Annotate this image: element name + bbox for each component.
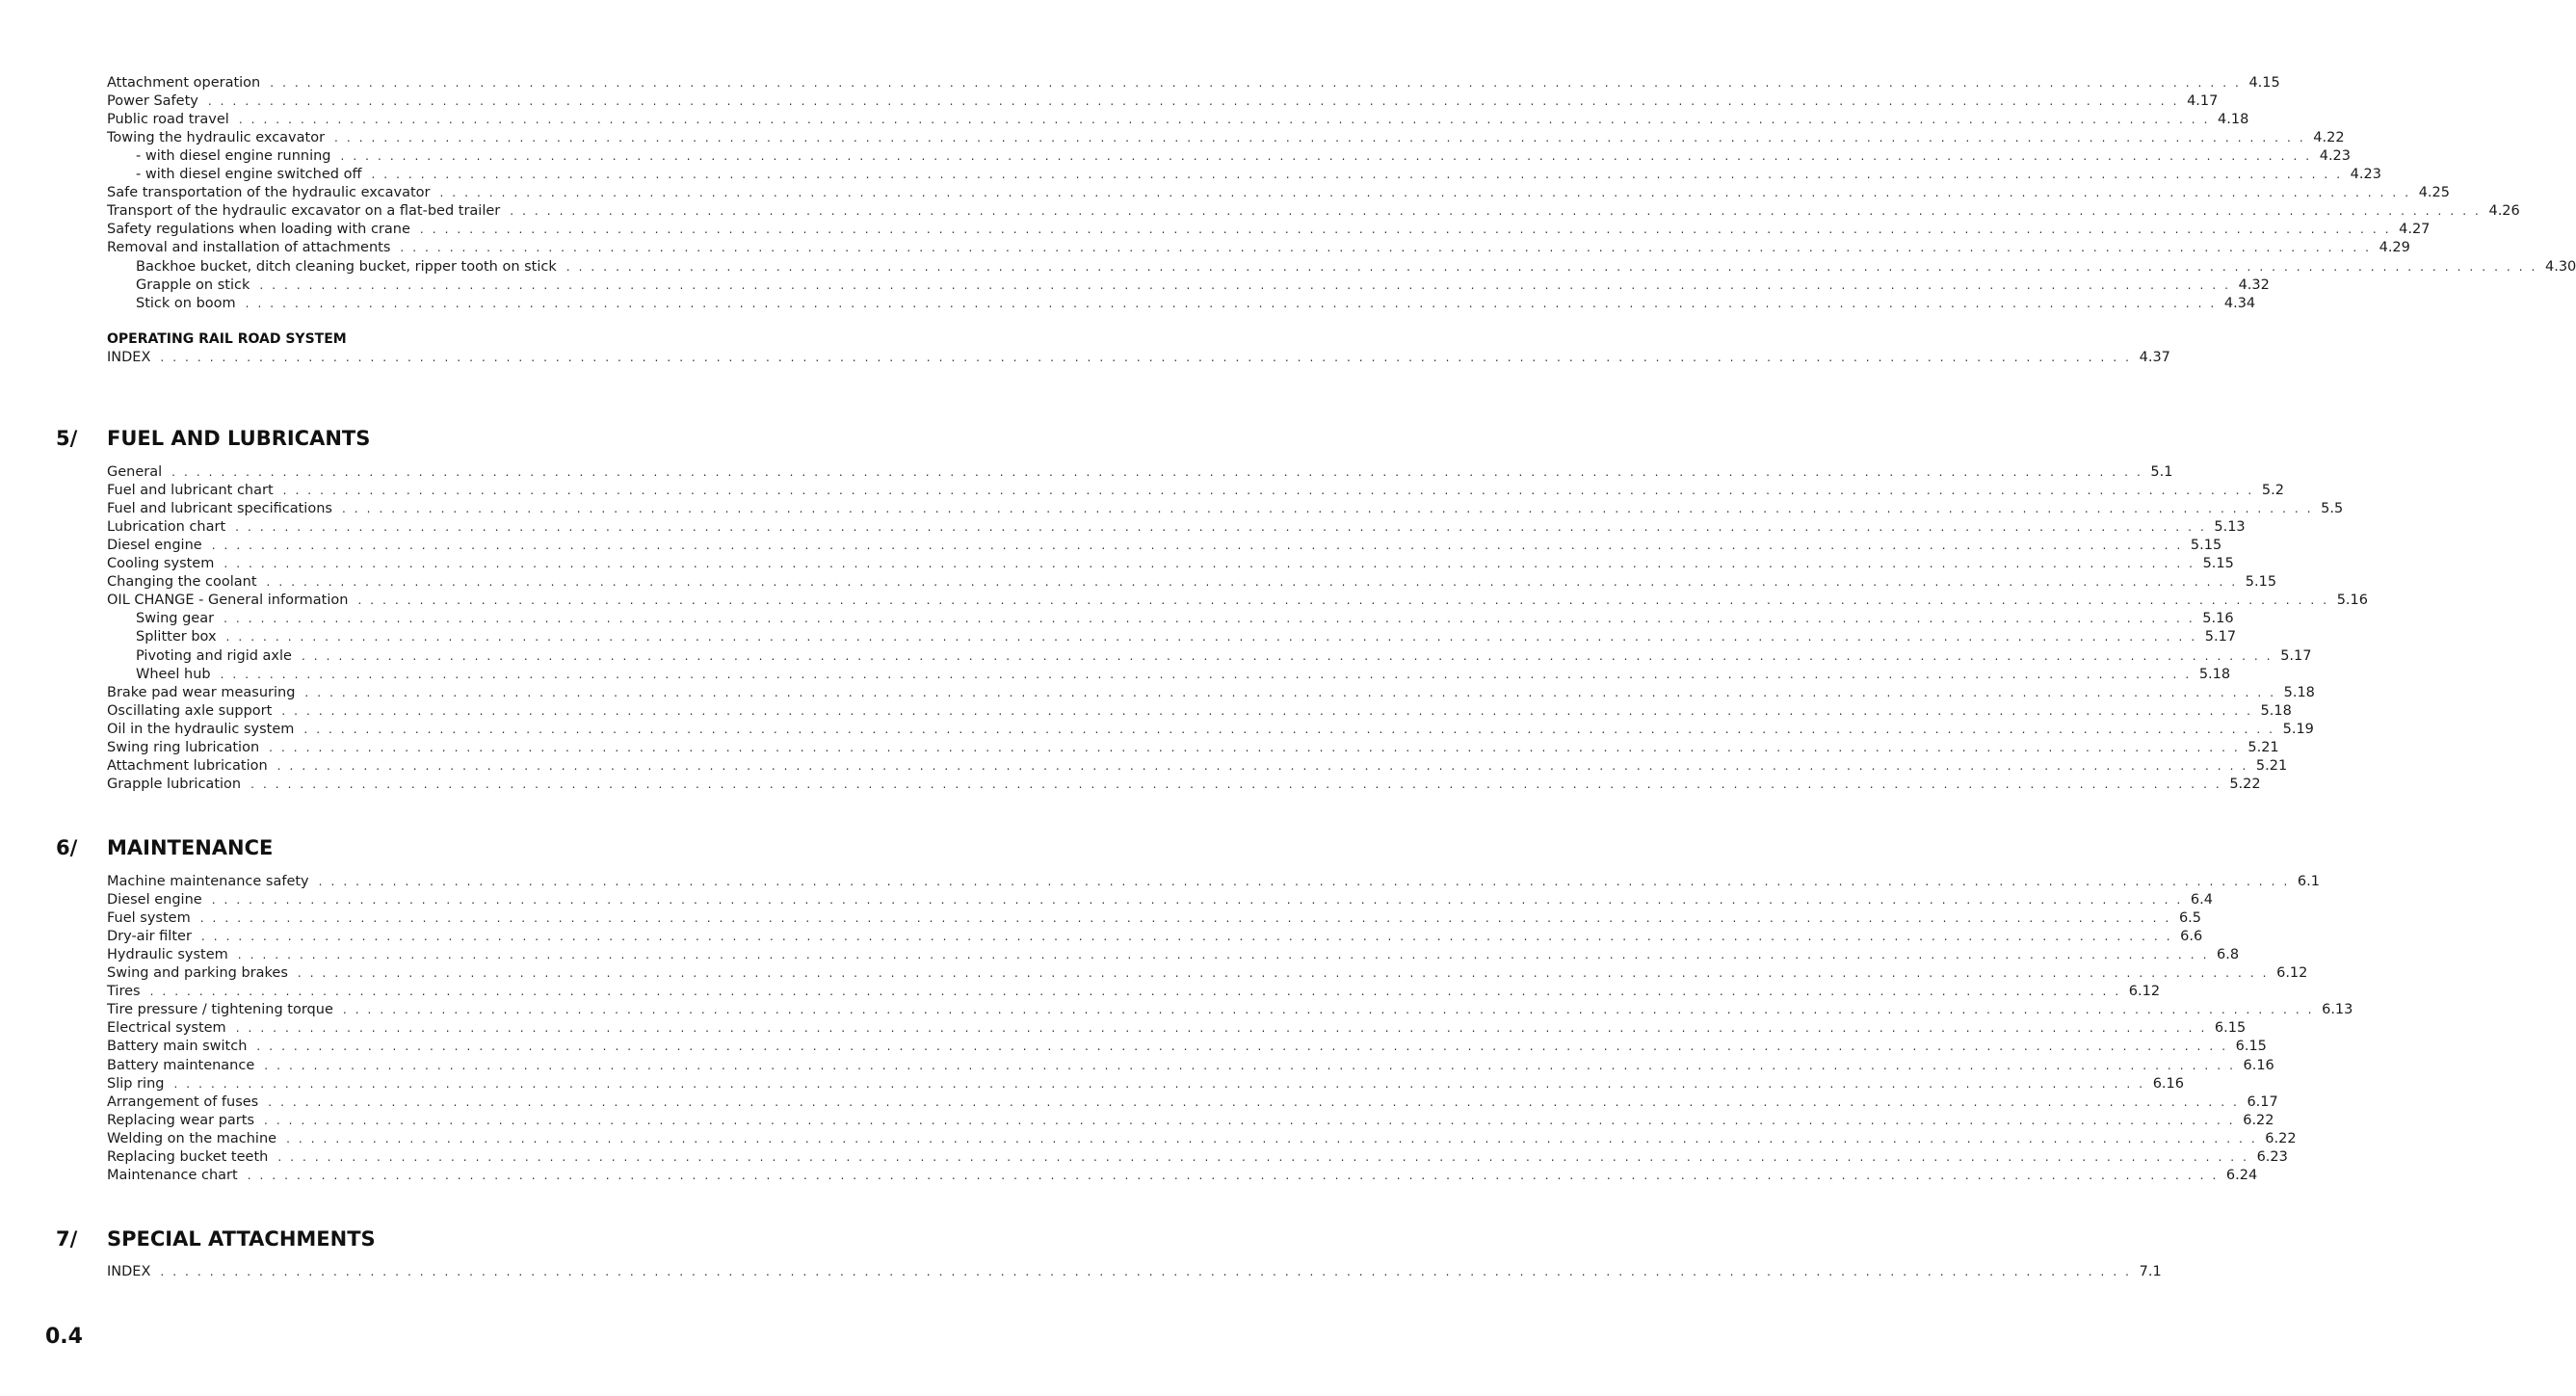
- toc-entry[interactable]: [107, 739, 2279, 757]
- toc-entry[interactable]: [107, 184, 2450, 202]
- toc-entry-label: OIL CHANGE - General information: [107, 593, 349, 609]
- dot-leader: . . . . . . . . . . . . . . . . . . . . . . . . . . . . . . . . . . . . . . . . . . . . . . . . . . . . . . . . . . . . . . . . . . . . . . . . . . . . . . . . . . . . . . . . . . . . . . . . . . . . . . . . . . . . . . . . . . . . . . . . . . . . . . . . . . . . . . . . . . . . . . . . . . . . . . . . . . . . . . . .: [264, 1113, 2236, 1127]
- toc-entry-label: Transport of the hydraulic excavator on a flat-bed trailer: [107, 203, 501, 220]
- toc-entry[interactable]: [107, 221, 2431, 239]
- dot-leader: . . . . . . . . . . . . . . . . . . . . . . . . . . . . . . . . . . . . . . . . . . . . . . . . . . . . . . . . . . . . . . . . . . . . . . . . . . . . . . . . . . . . . . . . . . . . . . . . . . . . . . . . . . . . . . . . . . . . . . . . . . . . . . . . . . . . . . . . . . . . . . . . . . . . . . . . . . . . . . . .: [223, 557, 2195, 571]
- toc-entry[interactable]: [107, 647, 2312, 666]
- toc-entry-label: Tire pressure / tightening torque: [107, 1002, 333, 1018]
- dot-leader: . . . . . . . . . . . . . . . . . . . . . . . . . . . . . . . . . . . . . . . . . . . . . . . . . . . . . . . . . . . . . . . . . . . . . . . . . . . . . . . . . . . . . . . . . . . . . . . . . . . . . . . . . . . . . . . . . . . . . . . . . . . . . . . . . . . . . . . . . . . . . . . . . . . . . . . . . . . . . . . .: [259, 277, 2231, 292]
- dot-leader: . . . . . . . . . . . . . . . . . . . . . . . . . . . . . . . . . . . . . . . . . . . . . . . . . . . . . . . . . . . . . . . . . . . . . . . . . . . . . . . . . . . . . . . . . . . . . . . . . . . . . . . . . . . . . . . . . . . . . . . . . . . . . . . . . . . . . . . . . . . . . . . . . . . . . . . . . . . . . . . .: [565, 259, 2537, 274]
- toc-entry-page: 6.1: [2297, 874, 2320, 889]
- toc-entry[interactable]: [107, 500, 2344, 518]
- toc-entry[interactable]: [107, 592, 2368, 610]
- toc-entry[interactable]: [107, 166, 2381, 184]
- toc-entry-page: 4.15: [2248, 75, 2280, 91]
- toc-entry[interactable]: [107, 1112, 2274, 1130]
- toc-entry-page: 4.23: [2350, 167, 2381, 183]
- toc-entry[interactable]: [107, 349, 2170, 367]
- toc-entry-label: INDEX: [107, 350, 151, 365]
- toc-entry-label: Stick on boom: [136, 295, 236, 311]
- toc-entry-label: Fuel and lubricant specifications: [107, 501, 332, 517]
- section-title: MAINTENANCE: [107, 836, 274, 859]
- toc-entry[interactable]: [107, 946, 2240, 964]
- toc-entry[interactable]: [107, 1038, 2267, 1056]
- dot-leader: . . . . . . . . . . . . . . . . . . . . . . . . . . . . . . . . . . . . . . . . . . . . . . . . . . . . . . . . . . . . . . . . . . . . . . . . . . . . . . . . . . . . . . . . . . . . . . . . . . . . . . . . . . . . . . . . . . . . . . . . . . . . . . . . . . . . . . . . . . . . . . . . . . . . . . . . . . . . . . . .: [282, 484, 2254, 498]
- toc-entry-page: 6.15: [2235, 1039, 2267, 1055]
- toc-entry-page: 6.4: [2190, 892, 2213, 909]
- toc-entry[interactable]: [107, 776, 2261, 794]
- dot-leader: . . . . . . . . . . . . . . . . . . . . . . . . . . . . . . . . . . . . . . . . . . . . . . . . . . . . . . . . . . . . . . . . . . . . . . . . . . . . . . . . . . . . . . . . . . . . . . . . . . . . . . . . . . . . . . . . . . . . . . . . . . . . . . . . . . . . . . . . . . . . . . . . . . . . . . . . . . . . . . . .: [301, 648, 2274, 663]
- toc-entry[interactable]: [107, 277, 2270, 295]
- dot-leader: . . . . . . . . . . . . . . . . . . . . . . . . . . . . . . . . . . . . . . . . . . . . . . . . . . . . . . . . . . . . . . . . . . . . . . . . . . . . . . . . . . . . . . . . . . . . . . . . . . . . . . . . . . . . . . . . . . . . . . . . . . . . . . . . . . . . . . . . . . . . . . . . . . . . . . . . . . . . . . . .: [264, 1058, 2236, 1072]
- toc-entry-label: Swing and parking brakes: [107, 965, 288, 982]
- toc-entry-label: Fuel system: [107, 910, 191, 927]
- toc-entry[interactable]: [107, 983, 2161, 1001]
- toc-entry-label: Towing the hydraulic excavator: [107, 130, 326, 146]
- toc-entry[interactable]: [107, 258, 2576, 277]
- dot-leader: . . . . . . . . . . . . . . . . . . . . . . . . . . . . . . . . . . . . . . . . . . . . . . . . . . . . . . . . . . . . . . . . . . . . . . . . . . . . . . . . . . . . . . . . . . . . . . . . . . . . . . . . . . . . . . . . . . . . . . . . . . . . . . . . . . . . . . . . . . . . . . . . . . . . . . . . . . . . . . . .: [256, 1040, 2228, 1054]
- toc-entry-label: Brake pad wear measuring: [107, 684, 296, 700]
- toc-entry[interactable]: [107, 684, 2315, 702]
- toc-entry-label: Cooling system: [107, 556, 215, 572]
- toc-entry-page: 5.21: [2247, 739, 2279, 755]
- toc-entry-label: Arrangement of fuses: [107, 1093, 259, 1110]
- dot-leader: . . . . . . . . . . . . . . . . . . . . . . . . . . . . . . . . . . . . . . . . . . . . . . . . . . . . . . . . . . . . . . . . . . . . . . . . . . . . . . . . . . . . . . . . . . . . . . . . . . . . . . . . . . . . . . . . . . . . . . . . . . . . . . . . . . . . . . . . . . . . . . . . . . . . . . . . . . . . . . . .: [340, 149, 2312, 164]
- toc-entry-label: INDEX: [107, 1264, 151, 1279]
- dot-leader: . . . . . . . . . . . . . . . . . . . . . . . . . . . . . . . . . . . . . . . . . . . . . . . . . . . . . . . . . . . . . . . . . . . . . . . . . . . . . . . . . . . . . . . . . . . . . . . . . . . . . . . . . . . . . . . . . . . . . . . . . . . . . . . . . . . . . . . . . . . . . . . . . . . . . . . . . . . . . . . .: [334, 131, 2306, 145]
- toc-entry[interactable]: [107, 1148, 2288, 1167]
- toc-entry-page: 5.21: [2255, 757, 2288, 774]
- dot-leader: . . . . . . . . . . . . . . . . . . . . . . . . . . . . . . . . . . . . . . . . . . . . . . . . . . . . . . . . . . . . . . . . . . . . . . . . . . . . . . . . . . . . . . . . . . . . . . . . . . . . . . . . . . . . . . . . . . . . . . . . . . . . . . . . . . . . . . . . . . . . . . . . . . . . . . . . . . . . . . . .: [245, 296, 2217, 310]
- toc-entry[interactable]: [107, 518, 2246, 537]
- toc-entry-page: 5.18: [2283, 684, 2315, 700]
- toc-entry-label: Machine maintenance safety: [107, 874, 309, 889]
- toc-entry-label: Safe transportation of the hydraulic excavator: [107, 185, 431, 201]
- toc-entry-label: Removal and installation of attachments: [107, 240, 391, 256]
- toc-entry-page: 6.12: [2128, 984, 2161, 1000]
- toc-entry[interactable]: [107, 1001, 2353, 1019]
- toc-entry-page: 5.18: [2198, 666, 2231, 682]
- toc-entry-label: Fuel and lubricant chart: [107, 483, 274, 499]
- toc-entry[interactable]: [107, 891, 2213, 909]
- toc-entry-page: 4.25: [2418, 185, 2450, 201]
- toc-entry-label: Safety regulations when loading with crane: [107, 222, 410, 238]
- toc-entry-page: 6.16: [2152, 1075, 2184, 1092]
- toc-entry-label: Diesel engine: [107, 538, 202, 554]
- dot-leader: . . . . . . . . . . . . . . . . . . . . . . . . . . . . . . . . . . . . . . . . . . . . . . . . . . . . . . . . . . . . . . . . . . . . . . . . . . . . . . . . . . . . . . . . . . . . . . . . . . . . . . . . . . . . . . . . . . . . . . . . . . . . . . . . . . . . . . . . . . . . . . . . . . . . . . . . . . . . . . . .: [342, 1003, 2315, 1017]
- toc-entry[interactable]: [107, 1167, 2258, 1185]
- toc-entry[interactable]: [107, 295, 2256, 313]
- toc-entry[interactable]: [107, 463, 2173, 482]
- toc-entry-page: 6.8: [2217, 947, 2240, 963]
- toc-entry[interactable]: [107, 721, 2314, 739]
- dot-leader: . . . . . . . . . . . . . . . . . . . . . . . . . . . . . . . . . . . . . . . . . . . . . . . . . . . . . . . . . . . . . . . . . . . . . . . . . . . . . . . . . . . . . . . . . . . . . . . . . . . . . . . . . . . . . . . . . . . . . . . . . . . . . . . . . . . . . . . . . . . . . . . . . . . . . . . . . . . . . . . .: [160, 351, 2132, 364]
- toc-entry-page: 6.15: [2214, 1020, 2247, 1037]
- toc-entry-page: 4.32: [2238, 277, 2270, 293]
- toc-entry-label: Attachment lubrication: [107, 757, 268, 774]
- dot-leader: . . . . . . . . . . . . . . . . . . . . . . . . . . . . . . . . . . . . . . . . . . . . . . . . . . . . . . . . . . . . . . . . . . . . . . . . . . . . . . . . . . . . . . . . . . . . . . . . . . . . . . . . . . . . . . . . . . . . . . . . . . . . . . . . . . . . . . . . . . . . . . . . . . . . . . . . . . . . . . . .: [277, 1149, 2249, 1164]
- dot-leader: . . . . . . . . . . . . . . . . . . . . . . . . . . . . . . . . . . . . . . . . . . . . . . . . . . . . . . . . . . . . . . . . . . . . . . . . . . . . . . . . . . . . . . . . . . . . . . . . . . . . . . . . . . . . . . . . . . . . . . . . . . . . . . . . . . . . . . . . . . . . . . . . . . . . . . . . . . . . . . . .: [276, 758, 2248, 773]
- toc-entry-page: 5.17: [2280, 647, 2312, 664]
- toc-entry-label: Splitter box: [136, 629, 217, 645]
- toc-entry-label: Pivoting and rigid axle: [136, 647, 292, 664]
- dot-leader: . . . . . . . . . . . . . . . . . . . . . . . . . . . . . . . . . . . . . . . . . . . . . . . . . . . . . . . . . . . . . . . . . . . . . . . . . . . . . . . . . . . . . . . . . . . . . . . . . . . . . . . . . . . . . . . . . . . . . . . . . . . . . . . . . . . . . . . . . . . . . . . . . . . . . . . . . . . . . . . .: [419, 223, 2392, 237]
- dot-leader: . . . . . . . . . . . . . . . . . . . . . . . . . . . . . . . . . . . . . . . . . . . . . . . . . . . . . . . . . . . . . . . . . . . . . . . . . . . . . . . . . . . . . . . . . . . . . . . . . . . . . . . . . . . . . . . . . . . . . . . . . . . . . . . . . . . . . . . . . . . . . . . . . . . . . . . . . . . . . . . .: [235, 1021, 2207, 1036]
- dot-leader: . . . . . . . . . . . . . . . . . . . . . . . . . . . . . . . . . . . . . . . . . . . . . . . . . . . . . . . . . . . . . . . . . . . . . . . . . . . . . . . . . . . . . . . . . . . . . . . . . . . . . . . . . . . . . . . . . . . . . . . . . . . . . . . . . . . . . . . . . . . . . . . . . . . . . . . . . . . . . . . .: [439, 186, 2411, 200]
- toc-entry[interactable]: [107, 147, 2352, 166]
- toc-entry-label: Battery main switch: [107, 1039, 248, 1055]
- toc-entry-page: 4.22: [2313, 130, 2345, 146]
- dot-leader: . . . . . . . . . . . . . . . . . . . . . . . . . . . . . . . . . . . . . . . . . . . . . . . . . . . . . . . . . . . . . . . . . . . . . . . . . . . . . . . . . . . . . . . . . . . . . . . . . . . . . . . . . . . . . . . . . . . . . . . . . . . . . . . . . . . . . . . . . . . . . . . . . . . . . . . . . . . . . . . .: [371, 168, 2343, 182]
- dot-leader: . . . . . . . . . . . . . . . . . . . . . . . . . . . . . . . . . . . . . . . . . . . . . . . . . . . . . . . . . . . . . . . . . . . . . . . . . . . . . . . . . . . . . . . . . . . . . . . . . . . . . . . . . . . . . . . . . . . . . . . . . . . . . . . . . . . . . . . . . . . . . . . . . . . . . . . . . . . . . . . .: [207, 94, 2180, 109]
- toc-entry-page: 5.19: [2282, 721, 2314, 737]
- dot-leader: . . . . . . . . . . . . . . . . . . . . . . . . . . . . . . . . . . . . . . . . . . . . . . . . . . . . . . . . . . . . . . . . . . . . . . . . . . . . . . . . . . . . . . . . . . . . . . . . . . . . . . . . . . . . . . . . . . . . . . . . . . . . . . . . . . . . . . . . . . . . . . . . . . . . . . . . . . . . . . . .: [220, 667, 2192, 681]
- toc-entry[interactable]: [107, 555, 2234, 573]
- page-number: 0.4: [45, 1325, 83, 1349]
- toc-entry[interactable]: [107, 928, 2203, 946]
- toc-entry-page: 6.22: [2265, 1130, 2297, 1146]
- dot-leader: . . . . . . . . . . . . . . . . . . . . . . . . . . . . . . . . . . . . . . . . . . . . . . . . . . . . . . . . . . . . . . . . . . . . . . . . . . . . . . . . . . . . . . . . . . . . . . . . . . . . . . . . . . . . . . . . . . . . . . . . . . . . . . . . . . . . . . . . . . . . . . . . . . . . . . . . . . . . . . . .: [200, 930, 2173, 944]
- toc-entry-label: Oil in the hydraulic system: [107, 721, 295, 737]
- dot-leader: . . . . . . . . . . . . . . . . . . . . . . . . . . . . . . . . . . . . . . . . . . . . . . . . . . . . . . . . . . . . . . . . . . . . . . . . . . . . . . . . . . . . . . . . . . . . . . . . . . . . . . . . . . . . . . . . . . . . . . . . . . . . . . . . . . . . . . . . . . . . . . . . . . . . . . . . . . . . . . . .: [171, 465, 2143, 479]
- toc-entry-label: Battery maintenance: [107, 1057, 255, 1073]
- toc-entry-page: 5.5: [2321, 501, 2344, 517]
- dot-leader: . . . . . . . . . . . . . . . . . . . . . . . . . . . . . . . . . . . . . . . . . . . . . . . . . . . . . . . . . . . . . . . . . . . . . . . . . . . . . . . . . . . . . . . . . . . . . . . . . . . . . . . . . . . . . . . . . . . . . . . . . . . . . . . . . . . . . . . . . . . . . . . . . . . . . . . . . . . . . . . .: [270, 76, 2242, 90]
- dot-leader: . . . . . . . . . . . . . . . . . . . . . . . . . . . . . . . . . . . . . . . . . . . . . . . . . . . . . . . . . . . . . . . . . . . . . . . . . . . . . . . . . . . . . . . . . . . . . . . . . . . . . . . . . . . . . . . . . . . . . . . . . . . . . . . . . . . . . . . . . . . . . . . . . . . . . . . . . . . . . . . .: [318, 875, 2290, 888]
- dot-leader: . . . . . . . . . . . . . . . . . . . . . . . . . . . . . . . . . . . . . . . . . . . . . . . . . . . . . . . . . . . . . . . . . . . . . . . . . . . . . . . . . . . . . . . . . . . . . . . . . . . . . . . . . . . . . . . . . . . . . . . . . . . . . . . . . . . . . . . . . . . . . . . . . . . . . . . . . . . . . . . .: [211, 539, 2183, 553]
- toc-entry[interactable]: [107, 573, 2277, 592]
- toc-entry[interactable]: [107, 909, 2201, 928]
- toc-entry-label: General: [107, 464, 163, 480]
- toc-entry-label: Diesel engine: [107, 892, 202, 909]
- dot-leader: . . . . . . . . . . . . . . . . . . . . . . . . . . . . . . . . . . . . . . . . . . . . . . . . . . . . . . . . . . . . . . . . . . . . . . . . . . . . . . . . . . . . . . . . . . . . . . . . . . . . . . . . . . . . . . . . . . . . . . . . . . . . . . . . . . . . . . . . . . . . . . . . . . . . . . . . . . . . . . . .: [247, 1168, 2219, 1182]
- toc-entry[interactable]: [107, 873, 2320, 891]
- dot-leader: . . . . . . . . . . . . . . . . . . . . . . . . . . . . . . . . . . . . . . . . . . . . . . . . . . . . . . . . . . . . . . . . . . . . . . . . . . . . . . . . . . . . . . . . . . . . . . . . . . . . . . . . . . . . . . . . . . . . . . . . . . . . . . . . . . . . . . . . . . . . . . . . . . . . . . . . . . . . . . . .: [225, 630, 2197, 645]
- toc-entry-page: 5.18: [2260, 702, 2292, 719]
- dot-leader: . . . . . . . . . . . . . . . . . . . . . . . . . . . . . . . . . . . . . . . . . . . . . . . . . . . . . . . . . . . . . . . . . . . . . . . . . . . . . . . . . . . . . . . . . . . . . . . . . . . . . . . . . . . . . . . . . . . . . . . . . . . . . . . . . . . . . . . . . . . . . . . . . . . . . . . . . . . . . . . .: [297, 966, 2270, 981]
- toc-entry-page: 4.17: [2187, 93, 2219, 110]
- toc-entry-label: Replacing wear parts: [107, 1112, 254, 1128]
- toc-entry-label: Power Safety: [107, 93, 198, 110]
- toc-entry-label: Slip ring: [107, 1075, 165, 1092]
- toc-entry-page: 5.15: [2245, 574, 2277, 591]
- toc-entry-label: Swing ring lubrication: [107, 739, 260, 755]
- toc-entry[interactable]: [107, 202, 2520, 221]
- toc-entry-page: 4.37: [2139, 350, 2170, 365]
- toc-entry[interactable]: [107, 964, 2308, 983]
- toc-entry-page: 4.30: [2544, 258, 2576, 275]
- toc-entry-page: 7.1: [2139, 1264, 2162, 1279]
- toc-entry-page: 5.15: [2190, 538, 2222, 554]
- dot-leader: . . . . . . . . . . . . . . . . . . . . . . . . . . . . . . . . . . . . . . . . . . . . . . . . . . . . . . . . . . . . . . . . . . . . . . . . . . . . . . . . . . . . . . . . . . . . . . . . . . . . . . . . . . . . . . . . . . . . . . . . . . . . . . . . . . . . . . . . . . . . . . . . . . . . . . . . . . . . . . . .: [357, 593, 2329, 608]
- toc-entry-label: Welding on the machine: [107, 1130, 277, 1146]
- toc-entry[interactable]: [107, 74, 2280, 92]
- toc-entry[interactable]: [107, 702, 2292, 721]
- toc-entry-page: 5.16: [2336, 593, 2368, 609]
- toc-entry[interactable]: [107, 537, 2222, 555]
- toc-entry-label: Backhoe bucket, ditch cleaning bucket, ripper tooth on stick: [136, 258, 557, 275]
- toc-entry-label: Wheel hub: [136, 666, 211, 682]
- toc-entry[interactable]: [107, 1263, 2162, 1281]
- toc-entry[interactable]: [107, 239, 2410, 257]
- section-number: 6/: [56, 836, 78, 859]
- dot-leader: . . . . . . . . . . . . . . . . . . . . . . . . . . . . . . . . . . . . . . . . . . . . . . . . . . . . . . . . . . . . . . . . . . . . . . . . . . . . . . . . . . . . . . . . . . . . . . . . . . . . . . . . . . . . . . . . . . . . . . . . . . . . . . . . . . . . . . . . . . . . . . . . . . . . . . . . . . . . . . . .: [304, 685, 2276, 699]
- toc-entry-page: 6.16: [2243, 1057, 2274, 1073]
- toc-entry-label: - with diesel engine switched off: [136, 167, 362, 183]
- toc-entry[interactable]: [107, 1075, 2184, 1093]
- toc-entry-page: 6.23: [2256, 1148, 2288, 1165]
- toc-entry-page: 5.13: [2214, 519, 2246, 536]
- section-number: 5/: [56, 427, 78, 450]
- dot-leader: . . . . . . . . . . . . . . . . . . . . . . . . . . . . . . . . . . . . . . . . . . . . . . . . . . . . . . . . . . . . . . . . . . . . . . . . . . . . . . . . . . . . . . . . . . . . . . . . . . . . . . . . . . . . . . . . . . . . . . . . . . . . . . . . . . . . . . . . . . . . . . . . . . . . . . . . . . . . . . . .: [286, 1131, 2258, 1146]
- toc-entry-page: 5.17: [2204, 629, 2237, 645]
- toc-entry[interactable]: [107, 757, 2288, 776]
- dot-leader: . . . . . . . . . . . . . . . . . . . . . . . . . . . . . . . . . . . . . . . . . . . . . . . . . . . . . . . . . . . . . . . . . . . . . . . . . . . . . . . . . . . . . . . . . . . . . . . . . . . . . . . . . . . . . . . . . . . . . . . . . . . . . . . . . . . . . . . . . . . . . . . . . . . . . . . . . . . . . . . .: [266, 575, 2238, 590]
- dot-leader: . . . . . . . . . . . . . . . . . . . . . . . . . . . . . . . . . . . . . . . . . . . . . . . . . . . . . . . . . . . . . . . . . . . . . . . . . . . . . . . . . . . . . . . . . . . . . . . . . . . . . . . . . . . . . . . . . . . . . . . . . . . . . . . . . . . . . . . . . . . . . . . . . . . . . . . . . . . . . . . .: [400, 241, 2372, 255]
- toc-entry-page: 5.22: [2229, 776, 2261, 792]
- dot-leader: . . . . . . . . . . . . . . . . . . . . . . . . . . . . . . . . . . . . . . . . . . . . . . . . . . . . . . . . . . . . . . . . . . . . . . . . . . . . . . . . . . . . . . . . . . . . . . . . . . . . . . . . . . . . . . . . . . . . . . . . . . . . . . . . . . . . . . . . . . . . . . . . . . . . . . . . . . . . . . . .: [173, 1076, 2145, 1091]
- dot-leader: . . . . . . . . . . . . . . . . . . . . . . . . . . . . . . . . . . . . . . . . . . . . . . . . . . . . . . . . . . . . . . . . . . . . . . . . . . . . . . . . . . . . . . . . . . . . . . . . . . . . . . . . . . . . . . . . . . . . . . . . . . . . . . . . . . . . . . . . . . . . . . . . . . . . . . . . . . . . . . . .: [160, 1265, 2132, 1278]
- dot-leader: . . . . . . . . . . . . . . . . . . . . . . . . . . . . . . . . . . . . . . . . . . . . . . . . . . . . . . . . . . . . . . . . . . . . . . . . . . . . . . . . . . . . . . . . . . . . . . . . . . . . . . . . . . . . . . . . . . . . . . . . . . . . . . . . . . . . . . . . . . . . . . . . . . . . . . . . . . . . . . . .: [211, 893, 2183, 908]
- dot-leader: . . . . . . . . . . . . . . . . . . . . . . . . . . . . . . . . . . . . . . . . . . . . . . . . . . . . . . . . . . . . . . . . . . . . . . . . . . . . . . . . . . . . . . . . . . . . . . . . . . . . . . . . . . . . . . . . . . . . . . . . . . . . . . . . . . . . . . . . . . . . . . . . . . . . . . . . . . . . . . . .: [237, 948, 2210, 962]
- toc-entry-page: 6.5: [2178, 910, 2201, 927]
- section-title: SPECIAL ATTACHMENTS: [107, 1227, 376, 1251]
- toc-entry-label: Swing gear: [136, 611, 215, 627]
- toc-entry-page: 5.15: [2202, 556, 2234, 572]
- toc-entry[interactable]: [107, 129, 2345, 147]
- section-number: 7/: [56, 1227, 78, 1251]
- toc-entry-page: 5.1: [2150, 464, 2173, 480]
- dot-leader: . . . . . . . . . . . . . . . . . . . . . . . . . . . . . . . . . . . . . . . . . . . . . . . . . . . . . . . . . . . . . . . . . . . . . . . . . . . . . . . . . . . . . . . . . . . . . . . . . . . . . . . . . . . . . . . . . . . . . . . . . . . . . . . . . . . . . . . . . . . . . . . . . . . . . . . . . . . . . . . .: [268, 1094, 2240, 1109]
- toc-entry-page: 6.17: [2247, 1093, 2278, 1110]
- dot-leader: . . . . . . . . . . . . . . . . . . . . . . . . . . . . . . . . . . . . . . . . . . . . . . . . . . . . . . . . . . . . . . . . . . . . . . . . . . . . . . . . . . . . . . . . . . . . . . . . . . . . . . . . . . . . . . . . . . . . . . . . . . . . . . . . . . . . . . . . . . . . . . . . . . . . . . . . . . . . . . . .: [235, 520, 2207, 535]
- toc-entry[interactable]: [107, 1057, 2274, 1075]
- toc-entry-page: 6.12: [2276, 965, 2308, 982]
- dot-leader: . . . . . . . . . . . . . . . . . . . . . . . . . . . . . . . . . . . . . . . . . . . . . . . . . . . . . . . . . . . . . . . . . . . . . . . . . . . . . . . . . . . . . . . . . . . . . . . . . . . . . . . . . . . . . . . . . . . . . . . . . . . . . . . . . . . . . . . . . . . . . . . . . . . . . . . . . . . . . . . .: [510, 204, 2482, 219]
- toc-entry-label: - with diesel engine running: [136, 148, 331, 165]
- dot-leader: . . . . . . . . . . . . . . . . . . . . . . . . . . . . . . . . . . . . . . . . . . . . . . . . . . . . . . . . . . . . . . . . . . . . . . . . . . . . . . . . . . . . . . . . . . . . . . . . . . . . . . . . . . . . . . . . . . . . . . . . . . . . . . . . . . . . . . . . . . . . . . . . . . . . . . . . . . . . . . . .: [303, 722, 2275, 736]
- toc-entry[interactable]: [107, 111, 2249, 129]
- dot-leader: . . . . . . . . . . . . . . . . . . . . . . . . . . . . . . . . . . . . . . . . . . . . . . . . . . . . . . . . . . . . . . . . . . . . . . . . . . . . . . . . . . . . . . . . . . . . . . . . . . . . . . . . . . . . . . . . . . . . . . . . . . . . . . . . . . . . . . . . . . . . . . . . . . . . . . . . . . . . . . . .: [281, 703, 2253, 718]
- toc-entry-label: Replacing bucket teeth: [107, 1148, 269, 1165]
- toc-entry-page: 6.6: [2180, 929, 2203, 945]
- subsection-heading: OPERATING RAIL ROAD SYSTEM: [107, 331, 347, 347]
- toc-entry-page: 6.13: [2322, 1002, 2353, 1018]
- toc-entry-label: Changing the coolant: [107, 574, 257, 591]
- toc-entry-label: Grapple on stick: [136, 277, 250, 293]
- section-title: FUEL AND LUBRICANTS: [107, 427, 371, 450]
- toc-entry[interactable]: [107, 610, 2234, 628]
- toc-entry-page: 4.34: [2223, 295, 2256, 311]
- toc-entry[interactable]: [107, 92, 2219, 111]
- dot-leader: . . . . . . . . . . . . . . . . . . . . . . . . . . . . . . . . . . . . . . . . . . . . . . . . . . . . . . . . . . . . . . . . . . . . . . . . . . . . . . . . . . . . . . . . . . . . . . . . . . . . . . . . . . . . . . . . . . . . . . . . . . . . . . . . . . . . . . . . . . . . . . . . . . . . . . . . . . . . . . . .: [238, 113, 2211, 127]
- toc-entry-label: Attachment operation: [107, 75, 261, 91]
- toc-entry-label: Dry-air filter: [107, 929, 192, 945]
- toc-entry-label: Lubrication chart: [107, 519, 226, 536]
- toc-entry[interactable]: [107, 628, 2237, 646]
- dot-leader: . . . . . . . . . . . . . . . . . . . . . . . . . . . . . . . . . . . . . . . . . . . . . . . . . . . . . . . . . . . . . . . . . . . . . . . . . . . . . . . . . . . . . . . . . . . . . . . . . . . . . . . . . . . . . . . . . . . . . . . . . . . . . . . . . . . . . . . . . . . . . . . . . . . . . . . . . . . . . . . .: [199, 911, 2171, 926]
- toc-entry-page: 6.24: [2225, 1167, 2258, 1183]
- dot-leader: . . . . . . . . . . . . . . . . . . . . . . . . . . . . . . . . . . . . . . . . . . . . . . . . . . . . . . . . . . . . . . . . . . . . . . . . . . . . . . . . . . . . . . . . . . . . . . . . . . . . . . . . . . . . . . . . . . . . . . . . . . . . . . . . . . . . . . . . . . . . . . . . . . . . . . . . . . . . . . . .: [341, 502, 2314, 516]
- toc-entry-label: Public road travel: [107, 112, 229, 128]
- toc-entry[interactable]: [107, 1130, 2297, 1148]
- toc-entry-label: Maintenance chart: [107, 1167, 238, 1183]
- toc-entry-page: 5.2: [2261, 483, 2284, 499]
- toc-entry-label: Tires: [107, 984, 141, 1000]
- toc-entry-label: Oscillating axle support: [107, 702, 273, 719]
- toc-entry-page: 5.16: [2202, 611, 2234, 627]
- toc-entry-label: Electrical system: [107, 1020, 226, 1037]
- dot-leader: . . . . . . . . . . . . . . . . . . . . . . . . . . . . . . . . . . . . . . . . . . . . . . . . . . . . . . . . . . . . . . . . . . . . . . . . . . . . . . . . . . . . . . . . . . . . . . . . . . . . . . . . . . . . . . . . . . . . . . . . . . . . . . . . . . . . . . . . . . . . . . . . . . . . . . . . . . . . . . . .: [149, 985, 2121, 999]
- toc-entry-page: 4.18: [2218, 112, 2249, 128]
- dot-leader: . . . . . . . . . . . . . . . . . . . . . . . . . . . . . . . . . . . . . . . . . . . . . . . . . . . . . . . . . . . . . . . . . . . . . . . . . . . . . . . . . . . . . . . . . . . . . . . . . . . . . . . . . . . . . . . . . . . . . . . . . . . . . . . . . . . . . . . . . . . . . . . . . . . . . . . . . . . . . . . .: [250, 777, 2222, 791]
- toc-entry-page: 6.22: [2243, 1112, 2274, 1128]
- toc-entry[interactable]: [107, 1019, 2247, 1038]
- toc-entry-page: 4.29: [2379, 240, 2410, 256]
- dot-leader: . . . . . . . . . . . . . . . . . . . . . . . . . . . . . . . . . . . . . . . . . . . . . . . . . . . . . . . . . . . . . . . . . . . . . . . . . . . . . . . . . . . . . . . . . . . . . . . . . . . . . . . . . . . . . . . . . . . . . . . . . . . . . . . . . . . . . . . . . . . . . . . . . . . . . . . . . . . . . . . .: [223, 612, 2195, 626]
- toc-entry[interactable]: [107, 666, 2231, 684]
- toc-entry-page: 4.26: [2488, 203, 2520, 220]
- toc-entry-label: Hydraulic system: [107, 947, 228, 963]
- toc-entry-page: 4.23: [2319, 148, 2352, 165]
- toc-entry[interactable]: [107, 1093, 2278, 1112]
- dot-leader: . . . . . . . . . . . . . . . . . . . . . . . . . . . . . . . . . . . . . . . . . . . . . . . . . . . . . . . . . . . . . . . . . . . . . . . . . . . . . . . . . . . . . . . . . . . . . . . . . . . . . . . . . . . . . . . . . . . . . . . . . . . . . . . . . . . . . . . . . . . . . . . . . . . . . . . . . . . . . . . .: [269, 740, 2241, 754]
- toc-entry-page: 4.27: [2399, 222, 2431, 238]
- toc-entry-label: Grapple lubrication: [107, 776, 242, 792]
- toc-entry[interactable]: [107, 482, 2284, 500]
